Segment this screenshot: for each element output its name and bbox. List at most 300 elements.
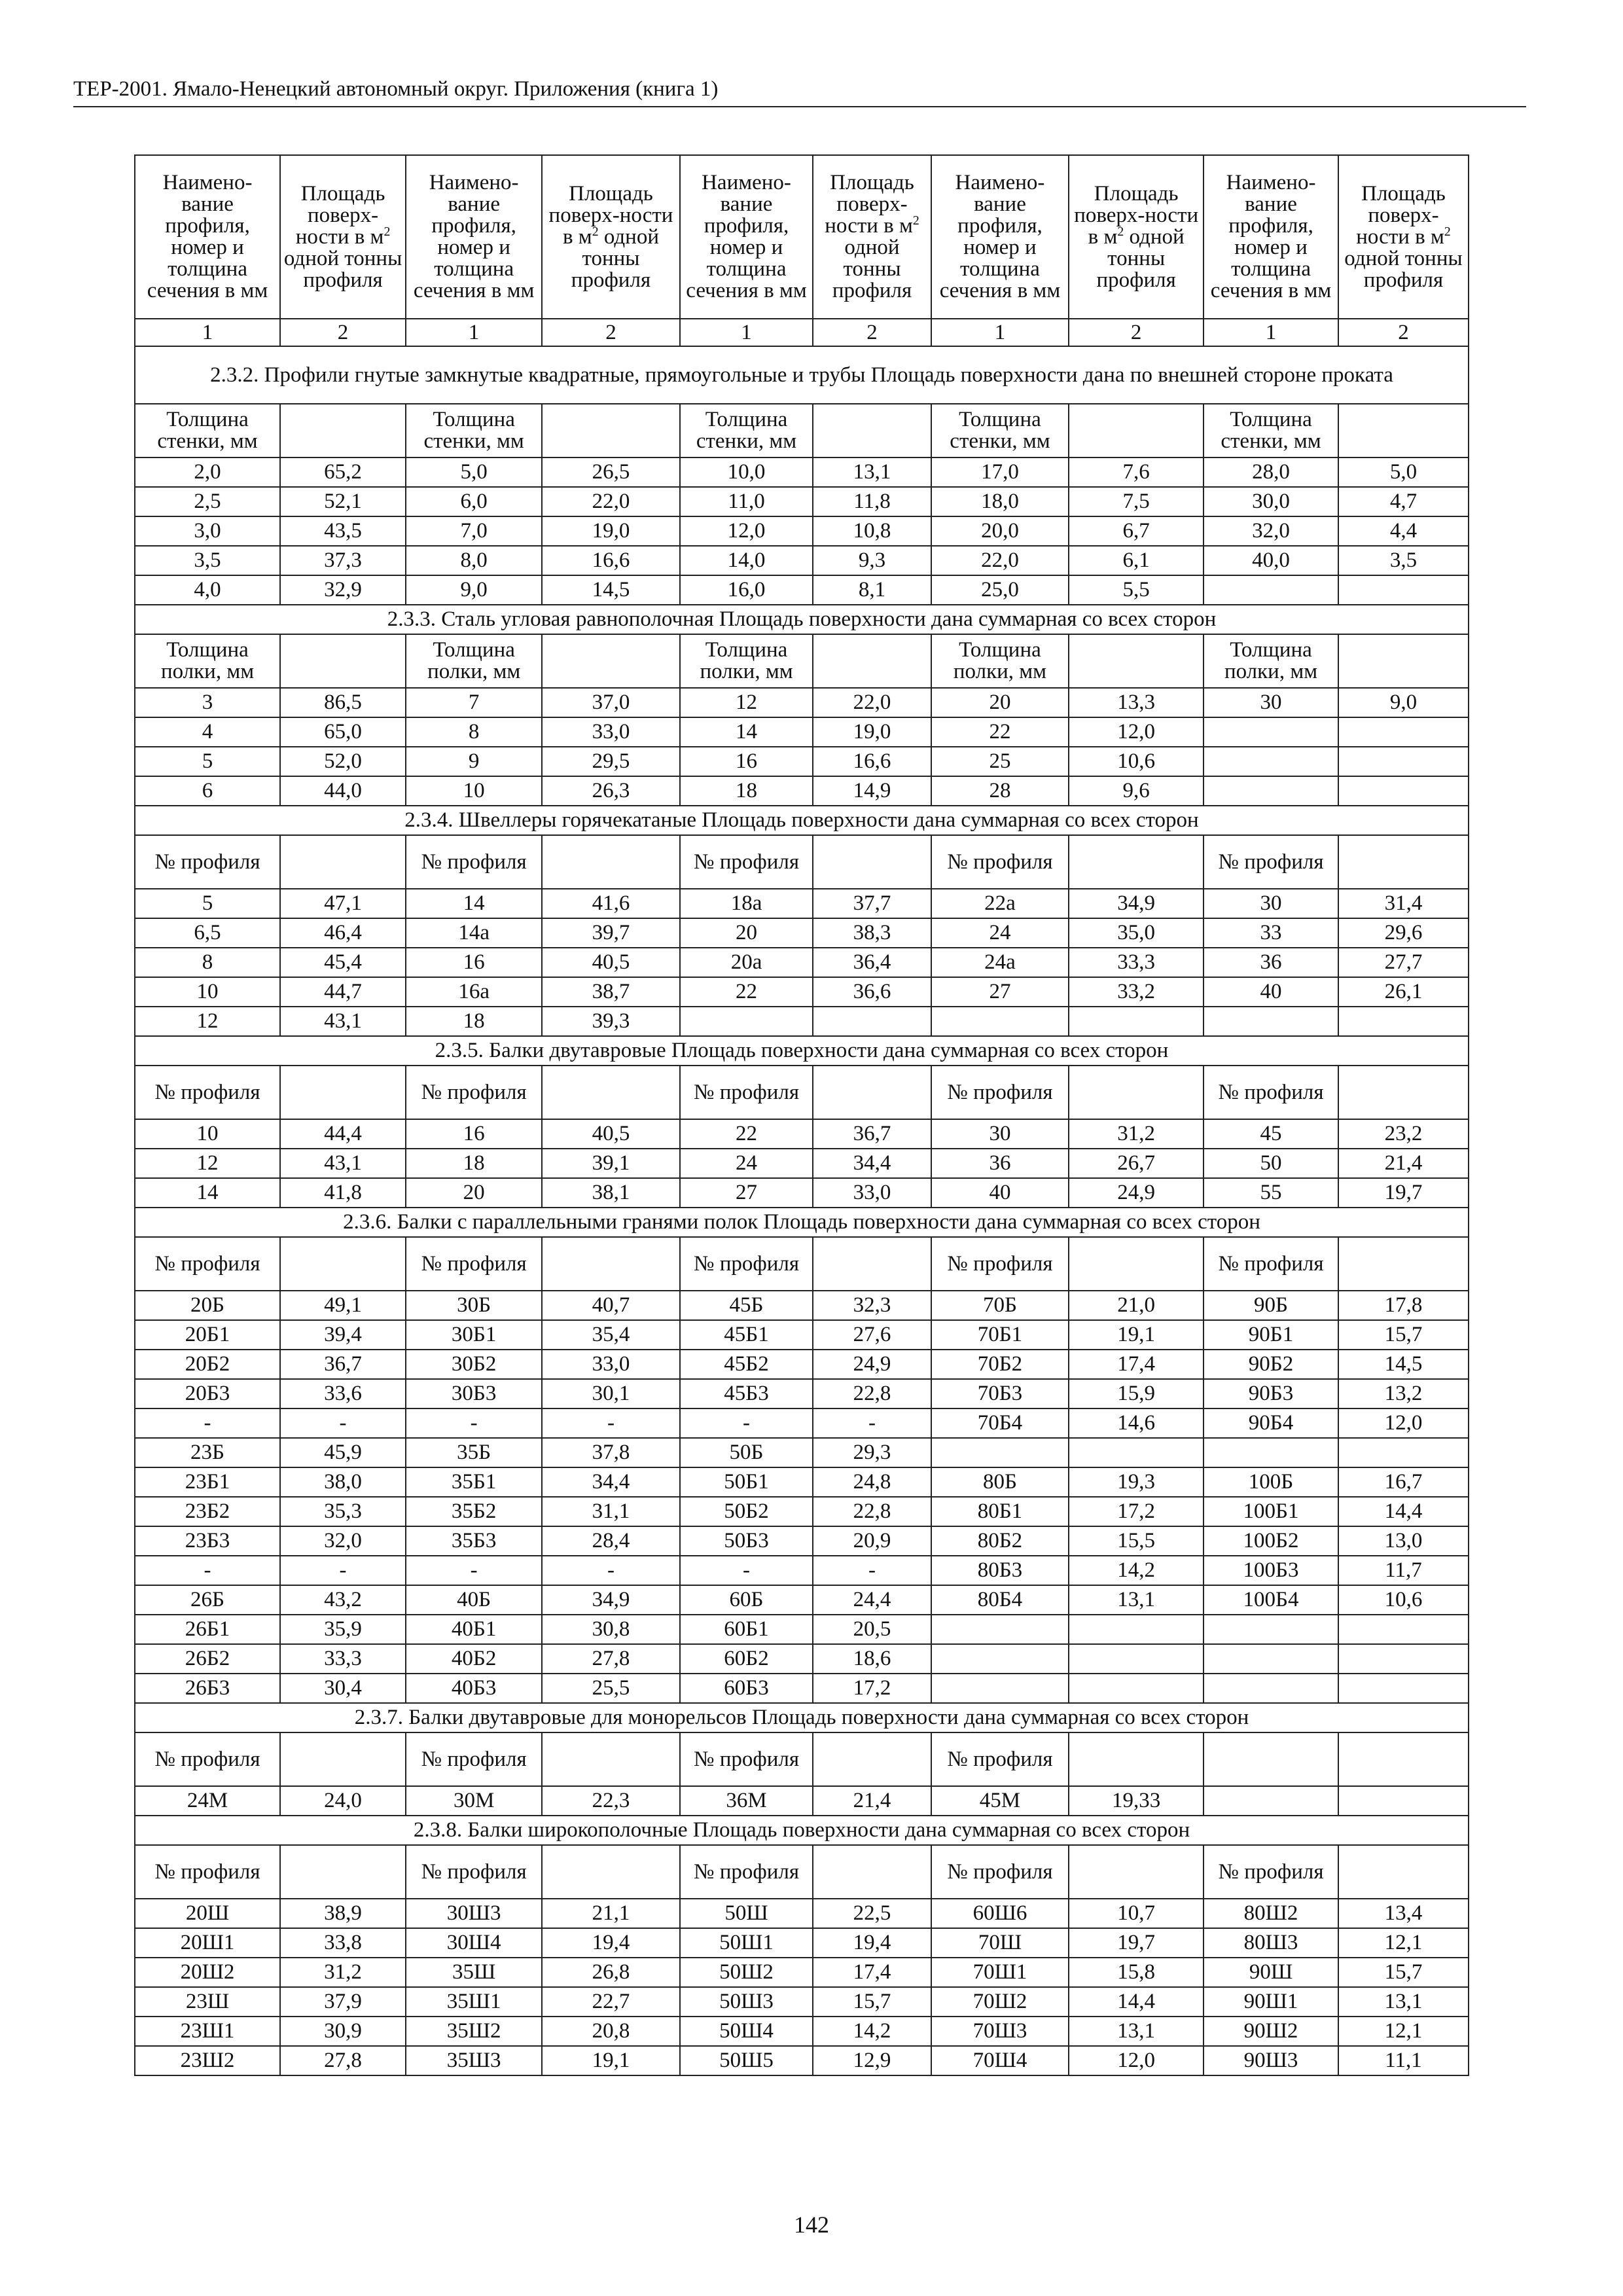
area-cell: 13,0 — [1338, 1526, 1469, 1556]
area-cell: 5,5 — [1069, 575, 1204, 605]
subheader-cell — [280, 1237, 406, 1291]
area-cell: 11,7 — [1338, 1556, 1469, 1585]
area-cell: 31,1 — [542, 1497, 680, 1526]
profile-cell: 70Б3 — [931, 1379, 1069, 1408]
table-row — [135, 1497, 1469, 1526]
running-header: ТЕР-2001. Ямало-Ненецкий автономный округ. Приложения (книга 1) — [73, 73, 1526, 107]
table-row — [135, 918, 1469, 948]
area-cell: 29,6 — [1338, 918, 1469, 948]
subheader-cell: № профиля — [135, 1845, 280, 1899]
profile-cell: 20Ш1 — [135, 1928, 280, 1958]
area-cell — [1338, 776, 1469, 806]
profile-cell: 6,5 — [135, 918, 280, 948]
subheader-cell — [1338, 1845, 1469, 1899]
area-cell: 9,3 — [813, 546, 931, 575]
profile-cell: 23Б2 — [135, 1497, 280, 1526]
profile-cell — [1204, 1786, 1338, 1816]
table-row — [135, 1585, 1469, 1615]
subheader-cell: № профиля — [1204, 1845, 1338, 1899]
profile-cell: 18а — [680, 889, 813, 918]
profile-cell: 22а — [931, 889, 1069, 918]
profile-cell: 50Ш3 — [680, 1987, 813, 2017]
subheader-cell: Толщина полки, мм — [406, 634, 542, 688]
area-cell: 14,6 — [1069, 1408, 1204, 1438]
header-superscript: 2 — [1117, 224, 1124, 239]
profile-cell: 23Б — [135, 1438, 280, 1467]
profile-cell: 30 — [1204, 688, 1338, 717]
subheader-cell — [813, 1237, 931, 1291]
area-cell: 12,9 — [813, 2046, 931, 2075]
section-subheader-row — [135, 1066, 1469, 1119]
area-cell: 22,0 — [542, 487, 680, 516]
profile-cell: 14 — [135, 1178, 280, 1208]
area-cell: 17,8 — [1338, 1291, 1469, 1320]
profile-cell: 22 — [931, 717, 1069, 747]
profile-cell: 4 — [135, 717, 280, 747]
area-cell: 8,1 — [813, 575, 931, 605]
area-cell: 44,4 — [280, 1119, 406, 1149]
area-cell: 13,1 — [1069, 2017, 1204, 2046]
area-cell — [1069, 1644, 1204, 1674]
header-profile-name — [680, 155, 813, 319]
header-text-pre: Площадь поверх-ности в м — [1074, 181, 1199, 249]
area-cell: 12,0 — [1069, 717, 1204, 747]
table-row — [135, 1467, 1469, 1497]
profile-cell: 50Б2 — [680, 1497, 813, 1526]
profile-cell: 32,0 — [1204, 516, 1338, 546]
area-cell: 27,8 — [280, 2046, 406, 2075]
profile-cell: 36 — [1204, 948, 1338, 977]
section-title: 2.3.6. Балки с параллельными гранями полок Площадь поверхности дана суммарная со всех сторон — [135, 1208, 1469, 1237]
section-title-row — [135, 1208, 1469, 1237]
column-number-cell: 2 — [542, 319, 680, 346]
area-cell: 6,1 — [1069, 546, 1204, 575]
area-cell: 34,4 — [813, 1149, 931, 1178]
subheader-cell — [813, 1066, 931, 1119]
profile-cell: 4,0 — [135, 575, 280, 605]
area-cell: 28,4 — [542, 1526, 680, 1556]
profile-cell: 16 — [406, 1119, 542, 1149]
section-subheader-row — [135, 404, 1469, 457]
profile-cell — [1204, 776, 1338, 806]
area-cell: 40,5 — [542, 1119, 680, 1149]
area-cell: 15,5 — [1069, 1526, 1204, 1556]
profile-cell: 24 — [680, 1149, 813, 1178]
column-number-cell: 2 — [1069, 319, 1204, 346]
area-cell: 12,0 — [1069, 2046, 1204, 2075]
area-cell: 20,9 — [813, 1526, 931, 1556]
area-cell: 27,8 — [542, 1644, 680, 1674]
area-cell: 37,7 — [813, 889, 931, 918]
subheader-cell: № профиля — [680, 835, 813, 889]
profile-cell: 7,0 — [406, 516, 542, 546]
area-cell: 7,6 — [1069, 457, 1204, 487]
subheader-cell — [1069, 404, 1204, 457]
area-cell: 14,5 — [542, 575, 680, 605]
area-cell: 35,3 — [280, 1497, 406, 1526]
profile-cell: 50Ш — [680, 1899, 813, 1928]
profile-cell: 35Б2 — [406, 1497, 542, 1526]
subheader-cell — [1069, 1845, 1204, 1899]
table-row — [135, 1119, 1469, 1149]
header-superscript: 2 — [912, 213, 919, 228]
section-subheader-row — [135, 634, 1469, 688]
area-cell: 21,1 — [542, 1899, 680, 1928]
area-cell: 86,5 — [280, 688, 406, 717]
profile-cell: 90Ш2 — [1204, 2017, 1338, 2046]
header-surface-area — [1338, 155, 1469, 319]
area-cell — [1338, 1674, 1469, 1703]
area-cell: 22,5 — [813, 1899, 931, 1928]
header-surface-area — [1069, 155, 1204, 319]
area-cell: 31,2 — [1069, 1119, 1204, 1149]
area-cell: 19,0 — [542, 516, 680, 546]
header-text-post: одной тонны профиля — [571, 224, 659, 292]
profile-cell — [931, 1438, 1069, 1467]
section-title-row — [135, 346, 1469, 404]
area-cell: 33,3 — [280, 1644, 406, 1674]
profile-cell: 28,0 — [1204, 457, 1338, 487]
area-cell: 43,5 — [280, 516, 406, 546]
area-cell: 15,7 — [1338, 1958, 1469, 1987]
profile-cell: 18 — [406, 1007, 542, 1036]
subheader-cell — [280, 1066, 406, 1119]
area-cell: 30,1 — [542, 1379, 680, 1408]
header-superscript: 2 — [1444, 224, 1451, 239]
profile-cell: 5 — [135, 747, 280, 776]
section-title: 2.3.5. Балки двутавровые Площадь поверхности дана суммарная со всех сторон — [135, 1036, 1469, 1066]
header-surface-area — [813, 155, 931, 319]
area-cell — [1069, 1674, 1204, 1703]
area-cell: 35,4 — [542, 1320, 680, 1350]
section-title: 2.3.7. Балки двутавровые для монорельсов Площадь поверхности дана суммарная со всех сторон — [135, 1703, 1469, 1732]
area-cell: 16,6 — [542, 546, 680, 575]
profile-cell: 24М — [135, 1786, 280, 1816]
area-cell: 30,9 — [280, 2017, 406, 2046]
area-cell: 5,0 — [1338, 457, 1469, 487]
area-cell: 44,7 — [280, 977, 406, 1007]
subheader-cell — [542, 404, 680, 457]
profile-cell: 26Б1 — [135, 1615, 280, 1644]
area-cell: 37,0 — [542, 688, 680, 717]
profile-cell: 20 — [406, 1178, 542, 1208]
subheader-cell: № профиля — [135, 835, 280, 889]
area-cell: 13,2 — [1338, 1379, 1469, 1408]
profile-cell: 80Б1 — [931, 1497, 1069, 1526]
profile-cell: 50 — [1204, 1149, 1338, 1178]
profile-cell — [680, 1007, 813, 1036]
area-cell: 20,8 — [542, 2017, 680, 2046]
table-row — [135, 1149, 1469, 1178]
column-header-row — [135, 155, 1469, 319]
column-number-cell: 1 — [135, 319, 280, 346]
subheader-cell: № профиля — [1204, 835, 1338, 889]
profile-cell: 33 — [1204, 918, 1338, 948]
profile-cell: 100Б4 — [1204, 1585, 1338, 1615]
subheader-cell — [1338, 835, 1469, 889]
profile-cell: 40Б3 — [406, 1674, 542, 1703]
area-cell: 34,9 — [542, 1585, 680, 1615]
subheader-cell: № профиля — [680, 1732, 813, 1786]
profile-cell: 10 — [406, 776, 542, 806]
table-row — [135, 1958, 1469, 1987]
profile-cell: 16 — [406, 948, 542, 977]
subheader-cell — [1204, 1732, 1338, 1786]
profile-cell: 45Б — [680, 1291, 813, 1320]
subheader-cell — [813, 835, 931, 889]
subheader-cell — [280, 1732, 406, 1786]
profile-cell: 23Ш1 — [135, 2017, 280, 2046]
area-cell: 35,9 — [280, 1615, 406, 1644]
area-cell: 40,7 — [542, 1291, 680, 1320]
area-cell: 45,4 — [280, 948, 406, 977]
area-cell: 14,9 — [813, 776, 931, 806]
profile-cell: 20Б3 — [135, 1379, 280, 1408]
profile-cell: 100Б3 — [1204, 1556, 1338, 1585]
profile-cell: 8,0 — [406, 546, 542, 575]
profile-cell: 26Б2 — [135, 1644, 280, 1674]
area-cell: 16,7 — [1338, 1467, 1469, 1497]
profile-cell: 70Б2 — [931, 1350, 1069, 1379]
profile-cell: 30,0 — [1204, 487, 1338, 516]
area-cell: 14,5 — [1338, 1350, 1469, 1379]
area-cell: 14,2 — [813, 2017, 931, 2046]
profile-cell: 50Б — [680, 1438, 813, 1467]
profile-cell: 3,0 — [135, 516, 280, 546]
profile-cell: 3,5 — [135, 546, 280, 575]
section-title: 2.3.3. Сталь угловая равнополочная Площадь поверхности дана суммарная со всех сторон — [135, 605, 1469, 634]
header-text-post: одной тонны профиля — [1344, 246, 1463, 292]
profile-cell: 27 — [680, 1178, 813, 1208]
table-row — [135, 1379, 1469, 1408]
section-title-row — [135, 605, 1469, 634]
subheader-cell — [1069, 634, 1204, 688]
section-title-row — [135, 806, 1469, 835]
subheader-cell: № профиля — [135, 1732, 280, 1786]
area-cell: 21,0 — [1069, 1291, 1204, 1320]
profile-cell: 8 — [406, 717, 542, 747]
subheader-cell: № профиля — [931, 1066, 1069, 1119]
subheader-cell — [1338, 404, 1469, 457]
column-number-cell: 2 — [280, 319, 406, 346]
section-title-row — [135, 1703, 1469, 1732]
area-cell: 32,0 — [280, 1526, 406, 1556]
area-cell: - — [542, 1408, 680, 1438]
area-cell — [1338, 1644, 1469, 1674]
profile-cell: 23Б3 — [135, 1526, 280, 1556]
column-number-cell: 2 — [1338, 319, 1469, 346]
area-cell: 47,1 — [280, 889, 406, 918]
subheader-cell — [280, 404, 406, 457]
header-profile-name — [406, 155, 542, 319]
table-row — [135, 1556, 1469, 1585]
area-cell — [1069, 1615, 1204, 1644]
area-cell: 24,0 — [280, 1786, 406, 1816]
area-cell: 38,9 — [280, 1899, 406, 1928]
area-cell: 14,4 — [1338, 1497, 1469, 1526]
subheader-cell: Толщина полки, мм — [135, 634, 280, 688]
profile-cell: 60Б1 — [680, 1615, 813, 1644]
profile-cell: 50Ш4 — [680, 2017, 813, 2046]
area-cell: 4,4 — [1338, 516, 1469, 546]
header-profile-name — [1204, 155, 1338, 319]
profile-cell: 14 — [680, 717, 813, 747]
area-cell: 38,0 — [280, 1467, 406, 1497]
area-cell: 30,8 — [542, 1615, 680, 1644]
profile-cell: - — [135, 1556, 280, 1585]
profile-cell: 50Ш5 — [680, 2046, 813, 2075]
area-cell: 27,6 — [813, 1320, 931, 1350]
profile-cell — [931, 1644, 1069, 1674]
table-row — [135, 516, 1469, 546]
table-row — [135, 1291, 1469, 1320]
area-cell: 32,9 — [280, 575, 406, 605]
area-cell: 24,9 — [1069, 1178, 1204, 1208]
profile-cell: 60Б2 — [680, 1644, 813, 1674]
area-cell: 39,7 — [542, 918, 680, 948]
profile-cell — [931, 1007, 1069, 1036]
subheader-cell — [813, 1845, 931, 1899]
subheader-cell: Толщина полки, мм — [680, 634, 813, 688]
profile-cell: 60Б — [680, 1585, 813, 1615]
subheader-cell: Толщина стенки, мм — [1204, 404, 1338, 457]
profile-cell: 45М — [931, 1786, 1069, 1816]
table-row — [135, 948, 1469, 977]
area-cell: 24,8 — [813, 1467, 931, 1497]
area-cell: 33,0 — [813, 1178, 931, 1208]
header-text-post: одной тонны профиля — [832, 236, 912, 302]
header-text-post: одной тонны профиля — [1096, 224, 1185, 292]
profile-cell: 45 — [1204, 1119, 1338, 1149]
area-cell: 7,5 — [1069, 487, 1204, 516]
area-cell: 22,0 — [813, 688, 931, 717]
area-cell: 30,4 — [280, 1674, 406, 1703]
subheader-cell — [1069, 835, 1204, 889]
subheader-cell: № профиля — [1204, 1237, 1338, 1291]
table-row — [135, 1674, 1469, 1703]
profile-cell: 20Б — [135, 1291, 280, 1320]
area-cell: 26,7 — [1069, 1149, 1204, 1178]
subheader-cell: № профиля — [680, 1066, 813, 1119]
profile-cell: 3 — [135, 688, 280, 717]
profile-cell — [1204, 575, 1338, 605]
profile-cell — [931, 1615, 1069, 1644]
profile-cell: 20Б1 — [135, 1320, 280, 1350]
area-cell: 33,6 — [280, 1379, 406, 1408]
subheader-cell: № профиля — [931, 1845, 1069, 1899]
profile-cell: 6 — [135, 776, 280, 806]
profile-cell: 70Б — [931, 1291, 1069, 1320]
header-text: Наимено-вание профиля, номер и толщина сечения в мм — [147, 171, 268, 302]
area-cell: 20,5 — [813, 1615, 931, 1644]
area-cell: 31,2 — [280, 1958, 406, 1987]
profile-cell: 25,0 — [931, 575, 1069, 605]
area-cell: 43,1 — [280, 1007, 406, 1036]
area-cell: 26,1 — [1338, 977, 1469, 1007]
area-cell: 27,7 — [1338, 948, 1469, 977]
profile-cell: 90Б3 — [1204, 1379, 1338, 1408]
subheader-cell: № профиля — [680, 1237, 813, 1291]
profile-cell: 50Ш2 — [680, 1958, 813, 1987]
area-cell: 19,4 — [542, 1928, 680, 1958]
profile-cell: 70Ш3 — [931, 2017, 1069, 2046]
profile-cell: 36М — [680, 1786, 813, 1816]
subheader-cell — [1338, 1237, 1469, 1291]
area-cell: 34,4 — [542, 1467, 680, 1497]
subheader-cell — [1338, 1732, 1469, 1786]
subheader-cell — [542, 1237, 680, 1291]
area-cell — [1069, 1007, 1204, 1036]
area-cell: 10,8 — [813, 516, 931, 546]
header-surface-area — [280, 155, 406, 319]
profile-cell: 30Б3 — [406, 1379, 542, 1408]
area-cell: 4,7 — [1338, 487, 1469, 516]
area-cell: - — [813, 1556, 931, 1585]
profile-cell: 45Б1 — [680, 1320, 813, 1350]
area-cell: 33,2 — [1069, 977, 1204, 1007]
subheader-cell: № профиля — [406, 835, 542, 889]
area-cell: 14,4 — [1069, 1987, 1204, 2017]
section-title: 2.3.4. Швеллеры горячекатаные Площадь поверхности дана суммарная со всех сторон — [135, 806, 1469, 835]
area-cell: 3,5 — [1338, 546, 1469, 575]
table-row — [135, 1178, 1469, 1208]
column-number-cell: 1 — [931, 319, 1069, 346]
table-row — [135, 977, 1469, 1007]
profile-cell: 23Ш2 — [135, 2046, 280, 2075]
area-cell: 11,1 — [1338, 2046, 1469, 2075]
table-row — [135, 1615, 1469, 1644]
subheader-cell: № профиля — [406, 1732, 542, 1786]
profile-cell: 45Б2 — [680, 1350, 813, 1379]
profile-cell: 12 — [135, 1007, 280, 1036]
profile-cell — [1204, 747, 1338, 776]
table-row — [135, 457, 1469, 487]
area-cell: 21,4 — [813, 1786, 931, 1816]
profile-cell: 10 — [135, 1119, 280, 1149]
surface-area-table-container — [134, 154, 1469, 2076]
table-row — [135, 1987, 1469, 2017]
area-cell: 43,2 — [280, 1585, 406, 1615]
area-cell: 65,2 — [280, 457, 406, 487]
area-cell: 34,9 — [1069, 889, 1204, 918]
profile-cell: 35Ш — [406, 1958, 542, 1987]
subheader-cell: № профиля — [680, 1845, 813, 1899]
header-text: Наимено-вание профиля, номер и толщина сечения в мм — [413, 171, 535, 302]
profile-cell: 30Ш4 — [406, 1928, 542, 1958]
section-subheader-row — [135, 1845, 1469, 1899]
area-cell: 29,3 — [813, 1438, 931, 1467]
profile-cell: 9 — [406, 747, 542, 776]
subheader-cell: Толщина стенки, мм — [135, 404, 280, 457]
header-surface-area — [542, 155, 680, 319]
profile-cell: 30М — [406, 1786, 542, 1816]
profile-cell: 28 — [931, 776, 1069, 806]
profile-cell: 14а — [406, 918, 542, 948]
profile-cell: 14,0 — [680, 546, 813, 575]
profile-cell: 26Б3 — [135, 1674, 280, 1703]
area-cell: 17,2 — [813, 1674, 931, 1703]
profile-cell: - — [680, 1556, 813, 1585]
area-cell: 52,1 — [280, 487, 406, 516]
profile-cell: - — [406, 1556, 542, 1585]
area-cell: 12,1 — [1338, 1928, 1469, 1958]
table-body — [135, 346, 1469, 2075]
profile-cell: 35Б3 — [406, 1526, 542, 1556]
table-row — [135, 546, 1469, 575]
profile-cell: 50Ш1 — [680, 1928, 813, 1958]
subheader-cell — [813, 404, 931, 457]
column-number-row — [135, 319, 1469, 346]
